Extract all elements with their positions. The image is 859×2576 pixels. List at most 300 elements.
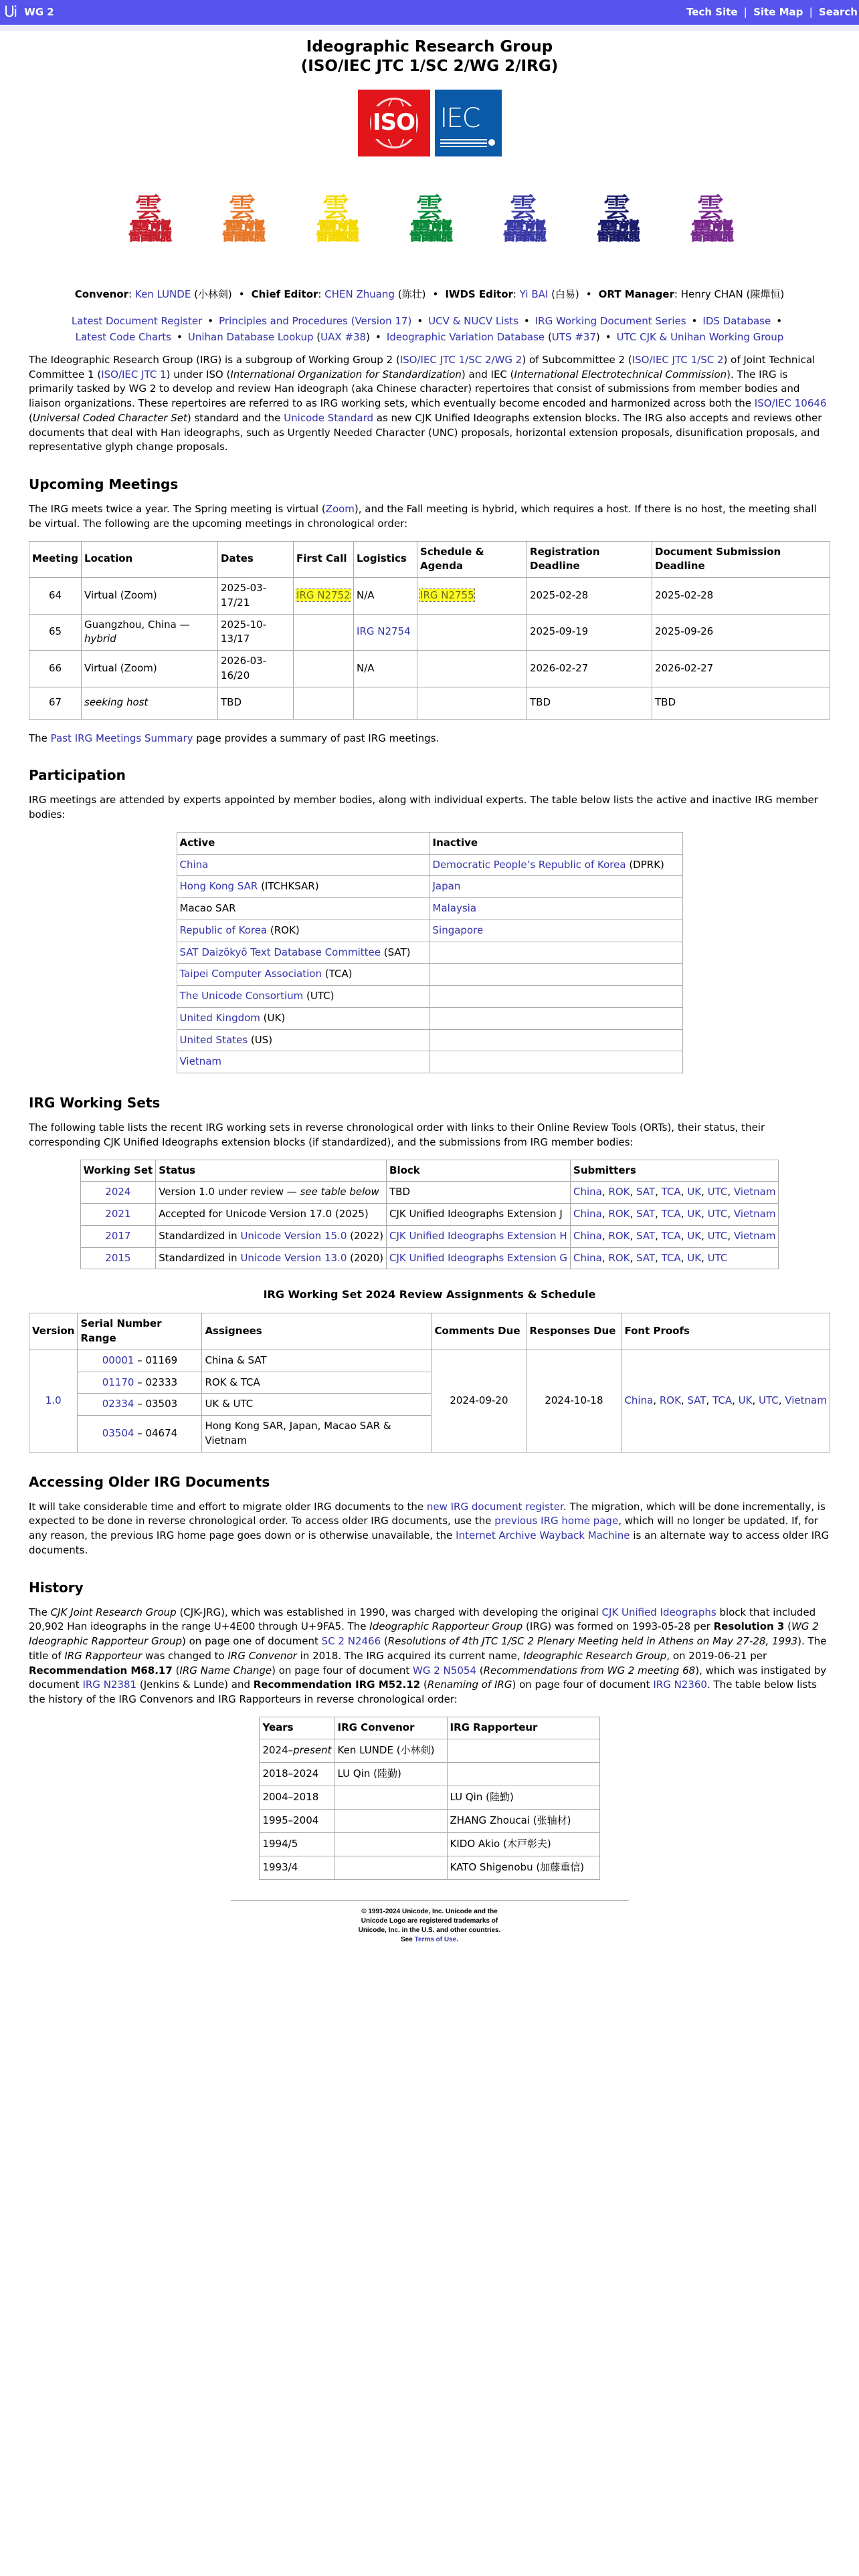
- ideograph-bottom: 靐龘: [690, 218, 731, 246]
- column-header: Serial Number Range: [78, 1313, 202, 1350]
- submission-deadline: TBD: [652, 687, 830, 719]
- irg-n2381-link[interactable]: IRG N2381: [82, 1679, 137, 1691]
- submitter-link-tca[interactable]: TCA: [661, 1229, 681, 1242]
- table-header-row: [29, 541, 830, 578]
- inactive-header: Inactive: [430, 832, 682, 854]
- convenor-cell: [335, 1809, 447, 1832]
- schedule-link[interactable]: IRG N2755: [420, 588, 474, 601]
- ideograph-banner: [29, 177, 830, 263]
- quick-link[interactable]: Latest Code Charts: [75, 330, 171, 343]
- org-logos: [29, 90, 830, 156]
- inactive-member-name[interactable]: Malaysia: [432, 902, 477, 914]
- text: The: [29, 732, 51, 744]
- bullet-separator: •: [585, 288, 592, 300]
- quick-link[interactable]: UCV & NUCV Lists: [428, 315, 518, 328]
- logistics-cell: [354, 578, 417, 615]
- text: ) under ISO (: [166, 368, 231, 381]
- new-register-link[interactable]: new IRG document register: [426, 1500, 563, 1513]
- first-call-cell: [294, 651, 354, 687]
- search-link[interactable]: Search: [818, 5, 858, 18]
- serial-range-cell: [78, 1416, 202, 1453]
- block-cell: [387, 1225, 571, 1247]
- wayback-machine-link[interactable]: Internet Archive Wayback Machine: [456, 1529, 630, 1542]
- status-cell: [156, 1225, 387, 1247]
- block-name[interactable]: CJK Unified Ideographs Extension G: [389, 1251, 568, 1264]
- submitter-link-rok[interactable]: ROK: [608, 1229, 630, 1242]
- submitter-link-uk[interactable]: UK: [687, 1208, 702, 1220]
- table-row: [29, 614, 830, 651]
- location-note: seeking host: [84, 696, 149, 709]
- column-header: Responses Due: [527, 1313, 622, 1350]
- block-cell: [387, 1247, 571, 1269]
- iso-10646-link[interactable]: ISO/IEC 10646: [754, 397, 827, 409]
- active-member-name[interactable]: Vietnam: [179, 1055, 222, 1068]
- ideograph-glyph-icon: [478, 177, 568, 263]
- text: Recommendations from WG 2 meeting 68: [483, 1664, 696, 1677]
- ideograph-top: 雲: [697, 193, 724, 224]
- footer-divider: [231, 1900, 629, 1901]
- font-proof-link-sat[interactable]: SAT: [687, 1394, 706, 1406]
- submitter-link-uk[interactable]: UK: [687, 1229, 702, 1242]
- working-set-ort-link[interactable]: 2021: [105, 1208, 131, 1220]
- unicode-version-link[interactable]: Unicode Version 15.0: [240, 1229, 347, 1242]
- submitter-link-china[interactable]: China: [573, 1186, 602, 1198]
- bullet-separator: •: [432, 288, 439, 300]
- status-note: see table below: [300, 1186, 379, 1198]
- submitter-link-china[interactable]: China: [573, 1229, 602, 1242]
- older-docs-paragraph: [29, 1500, 830, 1558]
- unicode-standard-link[interactable]: Unicode Standard: [284, 411, 374, 424]
- intro-paragraph: [29, 353, 830, 455]
- first-call-cell: [294, 578, 354, 615]
- column-header: Working Set: [80, 1160, 156, 1182]
- roles-line: Convenor: Ken LUNDE (小林剣) • Chief Editor: CHEN Zhuang (陈壮) • IWDS Editor: Yi BAI (白易) • ORT Manager: Henry CHAN (陳燀恒): [74, 288, 785, 300]
- bullet-separator: •: [238, 288, 245, 300]
- assignees-cell: UK & UTC: [202, 1394, 432, 1416]
- text: The: [29, 1606, 51, 1618]
- older-docs-heading: Accessing Older IRG Documents: [29, 1473, 270, 1490]
- years-text: 1994/5: [262, 1837, 298, 1850]
- serial-start-link[interactable]: 00001: [102, 1354, 134, 1366]
- location-note: hybrid: [84, 633, 116, 645]
- text: Resolutions of 4th JTC 1/SC 2 Plenary Meeting held in Athens on May 27-28, 1993: [387, 1635, 798, 1648]
- submitter-link-utc[interactable]: UTC: [707, 1251, 728, 1264]
- first-call-link[interactable]: IRG N2752: [296, 588, 351, 601]
- column-header: Block: [387, 1160, 571, 1182]
- submitter-link-utc[interactable]: UTC: [707, 1208, 728, 1220]
- member-abbr: (TCA): [321, 968, 353, 980]
- member-abbr: (UTC): [303, 990, 335, 1002]
- convenor-cell: Ken LUNDE (小林剣): [335, 1739, 447, 1762]
- zoom-link[interactable]: Zoom: [325, 503, 355, 515]
- role-person-convenor[interactable]: Ken LUNDE: [134, 288, 191, 300]
- active-member-name[interactable]: Republic of Korea: [179, 924, 268, 936]
- inactive-member-name[interactable]: Singapore: [432, 924, 484, 936]
- unicode-version-link[interactable]: Unicode Version 13.0: [240, 1251, 347, 1264]
- convenor-cell: [335, 1786, 447, 1809]
- text: (IRG) was formed on 1993-05-28 per: [522, 1620, 714, 1633]
- quick-link[interactable]: Ideographic Variation Database: [386, 330, 545, 343]
- inactive-member: [430, 854, 682, 876]
- text: , which will no longer be updated. If, for any reason, the previous IRG home page goes down or is otherwise unavailable, the: [29, 1515, 819, 1542]
- logistics-link[interactable]: IRG N2754: [357, 625, 411, 638]
- ideograph-top: 雲: [510, 193, 537, 224]
- quick-links-row-2: Latest Code Charts • Unihan Database Lookup (UAX #38) • Ideographic Variation Database (UTS #37) • UTC CJK & Unihan Working Group: [75, 330, 784, 343]
- tech-site-link[interactable]: Tech Site: [686, 5, 738, 18]
- role-person-ort-manager: Henry CHAN: [680, 288, 743, 300]
- meeting-location: [82, 614, 218, 651]
- inactive-member-name[interactable]: Japan: [432, 880, 461, 893]
- years-text: 2024–: [262, 1743, 294, 1756]
- schedule-cell: [417, 651, 527, 687]
- block-name[interactable]: CJK Unified Ideographs Extension H: [389, 1229, 567, 1242]
- years-cell: [260, 1739, 335, 1762]
- quick-link[interactable]: Latest Document Register: [71, 315, 203, 328]
- meetings-table: [29, 541, 830, 720]
- role-native-name: (陳燀恒): [743, 288, 785, 300]
- table-row: [177, 1007, 682, 1029]
- bullet-separator: •: [207, 315, 214, 328]
- rapporteur-cell: [447, 1739, 599, 1762]
- bullet-separator: •: [605, 330, 611, 343]
- text: page provides a summary of past IRG meetings.: [193, 732, 440, 744]
- active-member-name[interactable]: United Kingdom: [179, 1011, 260, 1024]
- text: IRG Name Change: [179, 1664, 272, 1677]
- submission-deadline: 2025-09-26: [652, 614, 830, 651]
- text: (: [172, 1664, 180, 1677]
- serial-start-link[interactable]: 03504: [102, 1427, 134, 1440]
- history-heading: History: [29, 1579, 84, 1596]
- ideograph-glyph-icon: [572, 177, 662, 263]
- text: ) standard and the: [187, 411, 284, 424]
- years-cell: [260, 1762, 335, 1786]
- ideograph-bottom: 靐龘: [128, 218, 169, 246]
- submitter-link-china[interactable]: China: [573, 1251, 602, 1264]
- schedule-cell: [417, 578, 527, 615]
- bullet-separator: •: [523, 315, 530, 328]
- text: ). The title of: [29, 1635, 827, 1662]
- column-header: Version: [29, 1313, 78, 1350]
- submitter-link-rok[interactable]: ROK: [608, 1208, 630, 1220]
- active-member-name[interactable]: China: [179, 858, 209, 871]
- cjk-unified-link[interactable]: CJK Unified Ideographs: [601, 1606, 717, 1618]
- submitters-cell: China, ROK, SAT, TCA, UK, UTC, Vietnam: [571, 1204, 779, 1226]
- meeting-dates: 2025-10-13/17: [218, 614, 294, 651]
- rapporteur-cell: [447, 1762, 599, 1786]
- previous-home-link[interactable]: previous IRG home page: [494, 1515, 619, 1527]
- years-cell: [260, 1856, 335, 1879]
- ideograph-bottom: 靐龘: [315, 218, 356, 246]
- column-header: Dates: [218, 541, 294, 578]
- active-member-name[interactable]: Taipei Computer Association: [179, 968, 322, 980]
- site-name-link[interactable]: WG 2: [24, 5, 54, 18]
- member-abbr: (ROK): [267, 924, 300, 936]
- text: CJK Joint Research Group: [50, 1606, 177, 1618]
- bullet-separator: •: [375, 330, 381, 343]
- inactive-member: [430, 1051, 682, 1073]
- past-meetings-link[interactable]: Past IRG Meetings Summary: [50, 732, 193, 744]
- irg-n2360-link[interactable]: IRG N2360: [653, 1679, 707, 1691]
- unicode-logo-icon[interactable]: Ui: [4, 3, 17, 21]
- active-member-name[interactable]: The Unicode Consortium: [179, 990, 304, 1002]
- submitter-link-utc[interactable]: UTC: [707, 1186, 728, 1198]
- text: (: [420, 1679, 427, 1691]
- serial-start-link[interactable]: 01170: [102, 1376, 134, 1388]
- ideograph-glyph-icon: [104, 177, 193, 263]
- text: (: [784, 1620, 791, 1633]
- iso-logo[interactable]: [358, 90, 430, 156]
- status-text: Standardized in: [159, 1251, 241, 1264]
- submitter-link-rok[interactable]: ROK: [608, 1186, 630, 1198]
- ideograph-glyph-icon: [197, 177, 287, 263]
- history-table: [259, 1717, 599, 1880]
- nav-separator: |: [809, 5, 813, 18]
- registration-deadline: 2025-09-19: [527, 614, 652, 651]
- text: was changed to: [142, 1649, 228, 1662]
- inactive-member-name[interactable]: Democratic People’s Republic of Korea: [432, 858, 626, 871]
- inactive-member: [430, 920, 682, 942]
- serial-range-cell: [78, 1350, 202, 1372]
- sc2-n2466-link[interactable]: SC 2 N2466: [321, 1635, 381, 1648]
- submitter-link-tca[interactable]: TCA: [661, 1251, 681, 1264]
- meeting-number: 67: [29, 687, 82, 719]
- font-proof-link-china[interactable]: China: [624, 1394, 654, 1406]
- iec-dot-icon: [488, 139, 495, 146]
- terms-of-use-link[interactable]: Terms of Use: [414, 1935, 457, 1943]
- submitter-link-rok[interactable]: ROK: [608, 1251, 630, 1264]
- submitter-link-vietnam[interactable]: Vietnam: [733, 1229, 776, 1242]
- text: ), and the Fall meeting is hybrid, which requires a host. If there is no host, the meeting shall be virtual. The following are the upcoming meetings in chronological order:: [29, 503, 817, 530]
- sc2-link[interactable]: ISO/IEC JTC 1/SC 2: [632, 353, 724, 366]
- quick-link[interactable]: IDS Database: [702, 315, 771, 328]
- table-row: [80, 1247, 779, 1269]
- table-row: [29, 651, 830, 687]
- submitter-link-sat[interactable]: SAT: [636, 1186, 656, 1198]
- block-cell: [387, 1204, 571, 1226]
- column-header: Document Submission Deadline: [652, 541, 830, 578]
- active-member: [177, 854, 430, 876]
- convenor-cell: [335, 1856, 447, 1879]
- schedule-cell: [417, 687, 527, 719]
- submitter-link-tca[interactable]: TCA: [661, 1186, 681, 1198]
- meeting-number: 65: [29, 614, 82, 651]
- submission-deadline: 2025-02-28: [652, 578, 830, 615]
- font-proof-link-utc[interactable]: UTC: [759, 1394, 779, 1406]
- submitter-link-sat[interactable]: SAT: [636, 1208, 656, 1220]
- quick-link[interactable]: UTC CJK & Unihan Working Group: [616, 330, 784, 343]
- block-name: CJK Unified Ideographs Extension J: [389, 1208, 563, 1220]
- submitter-link-uk[interactable]: UK: [687, 1251, 702, 1264]
- location-text: Virtual (Zoom): [84, 661, 157, 674]
- serial-start-link[interactable]: 02334: [102, 1398, 134, 1410]
- table-row: [29, 1350, 830, 1372]
- role-label: Convenor: [74, 288, 129, 300]
- working-sets-table: [80, 1160, 779, 1270]
- table-row: [260, 1809, 599, 1832]
- member-abbr: (SAT): [380, 946, 411, 958]
- iec-fullname: International Electrotechnical Commission: [514, 368, 727, 381]
- font-proof-link-tca[interactable]: TCA: [712, 1394, 733, 1406]
- text: See: [401, 1935, 415, 1943]
- text: (: [29, 411, 33, 424]
- text: is an alternate way to access older IRG documents.: [29, 1529, 830, 1556]
- table-row: [260, 1762, 599, 1786]
- block-name: TBD: [389, 1186, 411, 1198]
- status-text: Version 1.0 under review —: [159, 1186, 300, 1198]
- column-header: Meeting: [29, 541, 82, 578]
- main-content: [0, 37, 859, 1945]
- submitter-link-sat[interactable]: SAT: [636, 1229, 656, 1242]
- title-line-2: (ISO/IEC JTC 1/SC 2/WG 2/IRG): [300, 57, 559, 75]
- role-person-iwds-editor[interactable]: Yi BAI: [519, 288, 549, 300]
- convenor-cell: [335, 1832, 447, 1856]
- active-member-name[interactable]: United States: [179, 1033, 248, 1046]
- upcoming-meetings-heading: Upcoming Meetings: [29, 476, 179, 492]
- working-set-ort-link[interactable]: 2017: [105, 1229, 131, 1242]
- role-person-chief-editor[interactable]: CHEN Zhuang: [324, 288, 395, 300]
- text: ) of Subcommittee 2 (: [522, 353, 632, 366]
- working-set-cell: [80, 1182, 156, 1204]
- text: (CJK-JRG), which was established in 1990, was charged with developing the original: [176, 1606, 602, 1618]
- role-native-name: (陈壮): [394, 288, 426, 300]
- rapporteur-cell: KIDO Akio (木戸彰夫): [447, 1832, 599, 1856]
- page-title: [29, 37, 830, 76]
- status-year: (2022): [347, 1229, 384, 1242]
- table-row: [177, 920, 682, 942]
- participation-heading: Participation: [29, 767, 126, 784]
- logistics-cell: [354, 651, 417, 687]
- working-set-ort-link[interactable]: 2015: [105, 1251, 131, 1264]
- rapporteur-cell: KATO Shigenobu (加藤重信): [447, 1856, 599, 1879]
- inactive-member: [430, 942, 682, 964]
- active-member-name[interactable]: SAT Daizōkyō Text Database Committee: [179, 946, 381, 958]
- role-label: IWDS Editor: [445, 288, 513, 300]
- text: Recommendation IRG M52.12: [253, 1679, 421, 1691]
- first-call-cell: [294, 614, 354, 651]
- text: Ideographic Rapporteur Group: [369, 1620, 523, 1633]
- schedule-cell: [417, 614, 527, 651]
- font-proof-link-uk[interactable]: UK: [738, 1394, 753, 1406]
- site-map-link[interactable]: Site Map: [753, 5, 803, 18]
- iec-logo[interactable]: [435, 90, 502, 156]
- version-link[interactable]: 1.0: [45, 1394, 62, 1406]
- working-set-cell: [80, 1225, 156, 1247]
- ideograph-top: 雲: [416, 193, 443, 224]
- meeting-number: 64: [29, 578, 82, 615]
- table-row: [260, 1739, 599, 1762]
- sub-bar: [0, 25, 859, 31]
- assignees-cell: China & SAT: [202, 1350, 432, 1372]
- active-header: Active: [177, 832, 430, 854]
- quick-link[interactable]: IRG Working Document Series: [535, 315, 686, 328]
- submitter-link-uk[interactable]: UK: [687, 1186, 702, 1198]
- table-row: [177, 854, 682, 876]
- quick-link-spec[interactable]: UTS #37: [551, 330, 596, 343]
- submitter-link-china[interactable]: China: [573, 1208, 602, 1220]
- role-label: Chief Editor: [251, 288, 318, 300]
- active-member: [177, 920, 430, 942]
- participation-intro: IRG meetings are attended by experts appointed by member bodies, along with individual experts. The table below lists the active and inactive IRG member bodies:: [29, 794, 818, 821]
- text: in 2018. The IRG acquired its current name,: [296, 1649, 524, 1662]
- years-present: present: [293, 1743, 332, 1756]
- member-abbr: (ITCHKSAR): [258, 880, 319, 893]
- jtc1-link[interactable]: ISO/IEC JTC 1: [101, 368, 167, 381]
- inactive-member: [430, 1007, 682, 1029]
- iso-fullname: International Organization for Standardization: [230, 368, 462, 381]
- active-member-name: Macao SAR: [179, 902, 236, 914]
- assignees-cell: ROK & TCA: [202, 1372, 432, 1394]
- logistics-cell: [354, 614, 417, 651]
- submitter-link-utc[interactable]: UTC: [707, 1229, 728, 1242]
- text: WG 2 Ideographic Rapporteur Group: [29, 1620, 819, 1648]
- text: ), which was instigated by document: [29, 1664, 827, 1691]
- ideograph-top: 雲: [135, 193, 162, 224]
- wg2-link[interactable]: ISO/IEC JTC 1/SC 2/WG 2: [399, 353, 522, 366]
- meeting-dates: 2025-03-17/21: [218, 578, 294, 615]
- submitter-link-sat[interactable]: SAT: [636, 1251, 656, 1264]
- text: The Ideographic Research Group (IRG) is a subgroup of Working Group 2 (: [29, 353, 400, 366]
- font-proof-link-rok[interactable]: ROK: [659, 1394, 681, 1406]
- serial-end: – 03503: [134, 1398, 178, 1410]
- font-proof-link-vietnam[interactable]: Vietnam: [785, 1394, 827, 1406]
- text: ) on page four of document: [512, 1679, 654, 1691]
- wg2-n5054-link[interactable]: WG 2 N5054: [413, 1664, 476, 1677]
- years-text: 1993/4: [262, 1860, 298, 1873]
- table-row: [177, 876, 682, 898]
- status-cell: [156, 1182, 387, 1204]
- responses-due-cell: 2024-10-18: [527, 1350, 622, 1452]
- submitter-link-vietnam[interactable]: Vietnam: [733, 1208, 776, 1220]
- working-set-cell: [80, 1204, 156, 1226]
- submitter-link-tca[interactable]: TCA: [661, 1208, 681, 1220]
- logistics-na: N/A: [357, 661, 375, 674]
- working-set-ort-link[interactable]: 2024: [105, 1186, 131, 1198]
- status-year: (2020): [347, 1251, 384, 1264]
- table-row: [260, 1832, 599, 1856]
- text: as new CJK Unified Ideographs extension blocks. The IRG also accepts and reviews other documents that deal with Han ideographs, such as Urgently Needed Character (UNC) proposals, horizontal extension proposals, disunification proposals, and representative glyph change proposals.: [29, 411, 822, 453]
- nav-separator: |: [743, 5, 747, 18]
- version-cell: [29, 1350, 78, 1452]
- column-header: Schedule & Agenda: [417, 541, 527, 578]
- column-header: Location: [82, 541, 218, 578]
- table-row: [80, 1204, 779, 1226]
- quick-link-spec[interactable]: UAX #38: [320, 330, 367, 343]
- inactive-member: [430, 964, 682, 986]
- column-header: Logistics: [354, 541, 417, 578]
- table-row: [177, 986, 682, 1008]
- text: IRG Rapporteur: [64, 1649, 142, 1662]
- quick-link[interactable]: Unihan Database Lookup: [187, 330, 314, 343]
- active-member-name[interactable]: Hong Kong SAR: [179, 880, 258, 893]
- meeting-dates: 2026-03-16/20: [218, 651, 294, 687]
- member-abbr: (DPRK): [626, 858, 664, 871]
- registration-deadline: 2026-02-27: [527, 651, 652, 687]
- quick-link[interactable]: Principles and Procedures (Version 17): [219, 315, 412, 328]
- rapporteur-cell: ZHANG Zhoucai (张轴材): [447, 1809, 599, 1832]
- registration-deadline: 2025-02-28: [527, 578, 652, 615]
- location-text: Virtual (Zoom): [84, 588, 157, 601]
- title-line-1: Ideographic Research Group: [306, 38, 553, 56]
- member-abbr: (UK): [260, 1011, 286, 1024]
- active-member: [177, 1051, 430, 1073]
- submitter-link-vietnam[interactable]: Vietnam: [733, 1186, 776, 1198]
- table-row: [177, 942, 682, 964]
- ideograph-bottom: 靐龘: [221, 218, 262, 246]
- submitters-cell: China, ROK, SAT, TCA, UK, UTC: [571, 1247, 779, 1269]
- active-member: [177, 876, 430, 898]
- meeting-dates: TBD: [218, 687, 294, 719]
- text: Resolution 3: [713, 1620, 785, 1633]
